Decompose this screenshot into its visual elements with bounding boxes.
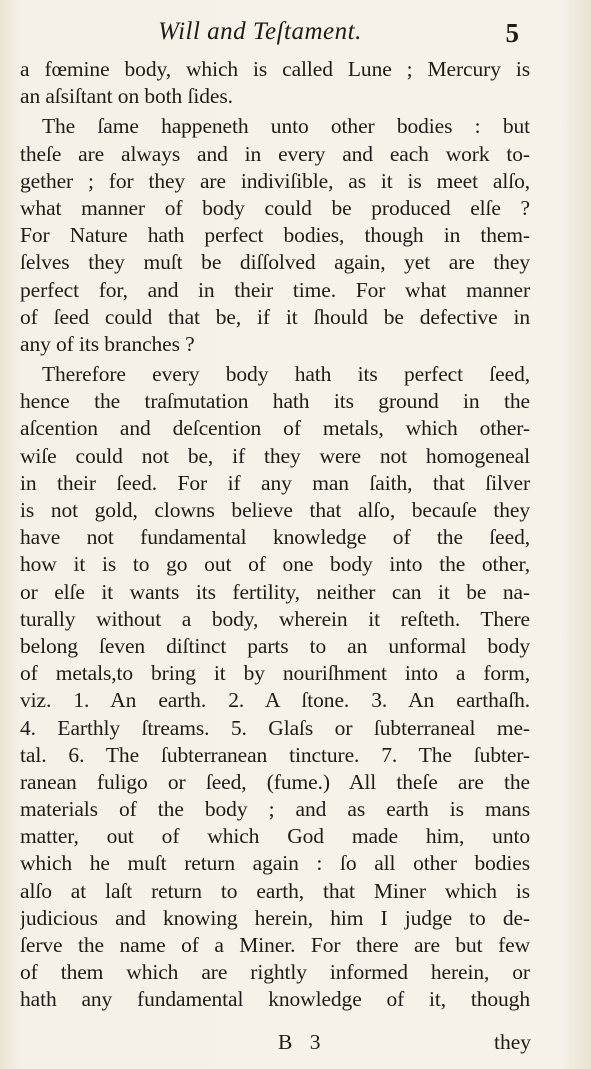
text-line: ſerve the name of a Miner. For there are but few (20, 933, 530, 957)
text-line: judicious and knowing herein, him I judge to de- (20, 905, 530, 930)
page-number: 5 (505, 18, 519, 48)
signature-mark: B 3 (278, 1030, 327, 1054)
text-line: alſo at laſt return to earth, that Miner which is (20, 878, 530, 903)
text-line: ranean fuligo or ſeed, (fume.) All theſe are the (20, 769, 530, 794)
text-line: matter, out of which God made him, unto (20, 824, 530, 849)
body-text (20, 56, 530, 1014)
text-line: which he muſt return again : ſo all other bodies (20, 851, 530, 876)
text-line: hath any fundamental knowledge of it, though (20, 987, 530, 1012)
text-line: in their ſeed. For if any man ſaith, that ſilver (20, 470, 530, 495)
text-line: For Nature hath perfect bodies, though in them- (20, 223, 530, 248)
text-line: wiſe could not be, if they were not homogeneal (20, 443, 530, 468)
text-line: gether ; for they are indiviſible, as it is meet alſo, (20, 168, 530, 193)
text-line: 4. Earthly ſtreams. 5. Glaſs or ſubterraneal me- (20, 715, 530, 740)
text-line: is not gold, clowns believe that alſo, becauſe they (20, 498, 530, 522)
text-line: Therefore every body hath its perfect ſeed, (42, 362, 530, 387)
text-line: of metals,to bring it by nouriſhment into a form, (20, 661, 530, 686)
text-line: of ſeed could that be, if it ſhould be defective in (20, 304, 530, 329)
catchword: they (493, 1030, 531, 1054)
page-footer (0, 1030, 591, 1060)
text-line: turally without a body, wherein it reſteth. There (20, 606, 530, 631)
text-line: The ſame happeneth unto other bodies : but (42, 114, 530, 139)
text-line: belong ſeven diſtinct parts to an unformal body (20, 633, 530, 658)
text-line: aſcention and deſcention of metals, which other- (20, 416, 530, 441)
page-header (0, 16, 591, 52)
running-title: Will and Teſtament. (158, 18, 362, 45)
text-line: what manner of body could be produced elſe ? (20, 195, 530, 220)
text-line: perfect for, and in their time. For what manner (20, 277, 530, 302)
text-line: ſelves they muſt be diſſolved again, yet are they (20, 250, 530, 275)
text-line: or elſe it wants its fertility, neither can it be na- (20, 579, 530, 604)
text-line: an aſsiſtant on both ſides. (20, 84, 233, 109)
text-line: tal. 6. The ſubterranean tincture. 7. The ſubter- (20, 742, 530, 767)
text-line: hence the traſmutation hath its ground in the (20, 389, 530, 414)
text-line: how it is to go out of one body into the other, (20, 552, 530, 577)
text-line: theſe are always and in every and each work to- (20, 141, 530, 166)
text-line: materials of the body ; and as earth is mans (20, 797, 530, 822)
text-line: viz. 1. An earth. 2. A ſtone. 3. An earthaſh. (20, 688, 530, 713)
text-line: of them which are rightly informed herein, or (20, 960, 530, 985)
text-line: have not fundamental knowledge of the ſeed, (20, 525, 530, 550)
text-line: a fœmine body, which is called Lune ; Mercury is (20, 57, 530, 81)
text-line: any of its branches ? (20, 331, 195, 356)
